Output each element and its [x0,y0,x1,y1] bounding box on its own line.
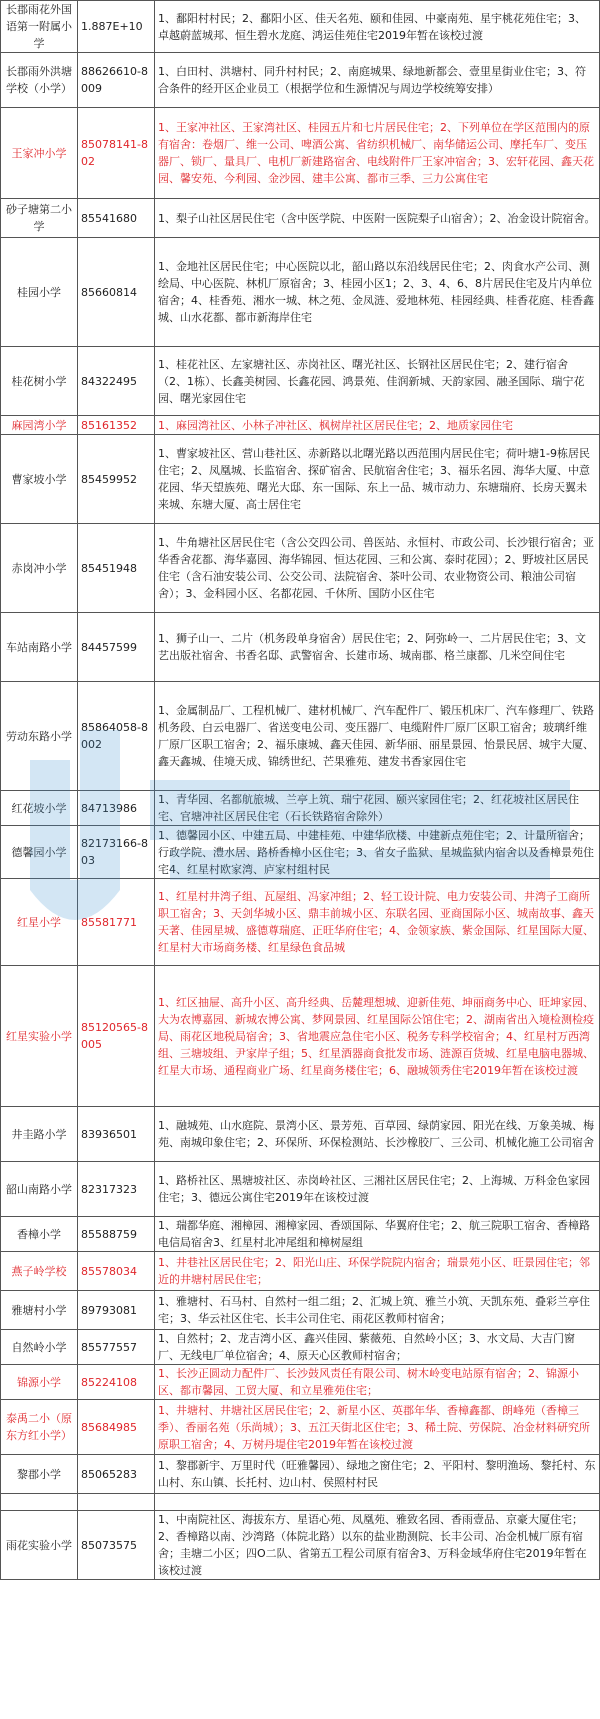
school-name-cell: 燕子岭学校 [1,1252,78,1291]
table-row [1,435,600,524]
phone-cell: 88626610-8009 [78,53,155,108]
district-cell: 1、梨子山社区居民住宅（含中医学院、中医附一医院梨子山宿舍）；2、冶金设计院宿舍。 [155,199,600,238]
phone-cell: 85224108 [78,1365,155,1400]
district-cell: 1、路桥社区、黑塘坡社区、赤岗岭社区、三湘社区居民住宅；2、上海城、万科金色家园住宅；3、德远公寓住宅2019年在该校过渡 [155,1162,600,1217]
table-row [1,826,600,879]
district-cell: 1、自然村；2、龙吉湾小区、鑫兴佳园、紫薇苑、自然岭小区；3、水文局、大吉门窗厂、无线电厂单位宿舍；4、原天心区教师村宿舍； [155,1330,600,1365]
phone-cell: 85588759 [78,1217,155,1252]
table-row [1,1494,600,1511]
district-cell: 1、瑞都华庭、湘樟园、湘樟家园、香颂国际、华翼府住宅；2、航三院职工宿舍、香樟路电信局宿舍3、红星村北冲尾组和樟树屋组 [155,1217,600,1252]
district-cell: 1、红区抽屉、高升小区、高升经典、岳麓理想城、迎新佳苑、坤丽商务中心、旺坤家园、大为农博嘉园、新城农博公寓、梦网景园、红星国际公馆住宅；2、湖南省出入境检测检疫局、雨花区地税局宿舍；3、省地震应急住宅小区、税务专科学校宿舍；4、红星村万西湾组、三塘坡组、尹家岸子组；5、红星酒器商食批发市场、涟源百货城、红星电脑电器城、红星大市场、通程商业广场、红星商务楼住宅；6、融城领秀住宅2019年暂在该校过渡 [155,966,600,1107]
phone-cell: 85459952 [78,435,155,524]
table-row [1,682,600,791]
district-cell: 1、白田村、洪塘村、同升村村民；2、南庭城果、绿地新都会、壹里星街业住宅；3、符合条件的经开区企业员工（根据学位和生源情况与周边学校统筹安排） [155,53,600,108]
table-row [1,199,600,238]
school-name-cell: 井圭路小学 [1,1107,78,1162]
school-name-cell: 砂子塘第二小学 [1,199,78,238]
school-name-cell: 韶山南路小学 [1,1162,78,1217]
school-name-cell: 自然岭小学 [1,1330,78,1365]
district-cell: 1、中南院社区、海拔东方、星语心苑、凤凰苑、雅致名园、香雨壹品、京豪大厦住宅；2、香樟路以南、沙湾路（体院北路）以东的盐业勘测院、长丰公司、冶金机械厂原有宿舍；圭塘二小区；四O二队、省第五工程公司原有宿舍3、万科金域华府住宅2019年暂在该校过渡 [155,1511,600,1580]
district-cell: 1、井巷社区居民住宅；2、阳光山庄、环保学院院内宿舍；瑞景苑小区、旺景园住宅；邻近的井塘村居民住宅； [155,1252,600,1291]
district-cell: 1、金属制品厂、工程机械厂、建材机械厂、汽车配件厂、锻压机床厂、汽车修理厂、铁路机务段、白云电器厂、省送变电公司、变压器厂、电缆附件厂原厂区职工宿舍；玻璃纤维厂原厂区职工宿舍；2、福乐康城、鑫天佳园、新华丽、丽星景园、怡景民居、城宇大厦、鑫天鑫城、佳境天成、锦绣世纪、芒果雅苑、建发书香家园住宅 [155,682,600,791]
school-name-cell: 桂园小学 [1,238,78,347]
school-name-cell: 雨花实验小学 [1,1511,78,1580]
district-cell: 1、德馨园小区、中建五局、中建桂苑、中建华欣楼、中建新点苑住宅；2、计量所宿舍；行政学院、澧水居、路桥香樟小区住宅；3、省女子监狱、星城监狱内宿舍以及香樟景苑住宅4、红星村欧家湾、庐家村组村民 [155,826,600,879]
table-row [1,238,600,347]
table-row [1,1330,600,1365]
phone-cell: 82173166-803 [78,826,155,879]
phone-cell: 85581771 [78,879,155,966]
district-cell: 1、青华园、名都航旅城、兰亭上筑、瑞宁花园、颐兴家园住宅；2、红花坡社区居民住宅、官塘冲社区居民住宅（石长铁路宿舍除外） [155,791,600,826]
district-cell: 1、王家冲社区、王家湾社区、桂园五片和七片居民住宅；2、下列单位在学区范围内的原有宿舍：卷烟厂、维一公司、啤酒公寓、省纺织机械厂、南华储运公司、摩托车厂、变压器厂、锁厂、量具厂、电机厂新建路宿舍、电线附件厂王家冲宿舍；3、宏轩花园、鑫天花园、馨安苑、今利园、金沙园、建丰公寓、都市三季、三力公寓住宅 [155,108,600,199]
table-row [1,613,600,682]
district-cell: 1、金地社区居民住宅；中心医院以北，韶山路以东沿线居民住宅；2、肉食水产公司、测绘局、中心医院、林机厂原宿舍；3、桂园小区1；2、3、4、6、8片居民住宅及片内单位宿舍；4、桂香苑、湘水一城、林之苑、金凤涟、爱地林苑、桂园经典、桂香花庭、桂香鑫城、山水花都、都市新海岸住宅 [155,238,600,347]
table-row [1,347,600,416]
school-name-cell: 黎郡小学 [1,1455,78,1494]
school-name-cell: 红星实验小学 [1,966,78,1107]
district-cell: 1、麻园湾社区、小林子冲社区、枫树岸社区居民住宅；2、地质家园住宅 [155,416,600,435]
school-name-cell: 红星小学 [1,879,78,966]
school-name-cell: 泰禹二小（原东方红小学） [1,1400,78,1455]
school-name-cell: 德馨园小学 [1,826,78,879]
table-row [1,879,600,966]
table-row [1,53,600,108]
district-cell: 1、牛角塘社区居民住宅（含公交四公司、兽医站、永恒村、市政公司、长沙银行宿舍；亚华香舍花都、海华嘉园、海华锦园、恒达花园、三和公寓、泰时花园）；2、野坡社区居民住宅（含石油安装公司、公交公司、法院宿舍、茶叶公司、农业物资公司、粮油公司宿舍）；3、金科园小区、名都花园、千休所、国防小区住宅 [155,524,600,613]
phone-cell: 85578034 [78,1252,155,1291]
district-cell: 1、融城苑、山水庭院、景湾小区、景芳苑、百草园、绿荫家园、阳光在线、万象美城、梅苑、南城印象住宅；2、环保所、环保检测站、长沙橡胶厂、三公司、机械化施工公司宿舍 [155,1107,600,1162]
table-row [1,966,600,1107]
phone-cell [78,1494,155,1511]
phone-cell: 1.887E+10 [78,1,155,53]
school-name-cell: 车站南路小学 [1,613,78,682]
phone-cell: 85161352 [78,416,155,435]
table-row [1,1,600,53]
phone-cell: 84322495 [78,347,155,416]
table-row [1,108,600,199]
school-name-cell: 劳动东路小学 [1,682,78,791]
phone-cell: 85577557 [78,1330,155,1365]
table-row [1,1455,600,1494]
table-row [1,1400,600,1455]
table-row [1,524,600,613]
district-cell [155,1494,600,1511]
table-row [1,1107,600,1162]
phone-cell: 85120565-8005 [78,966,155,1107]
school-name-cell: 雅塘村小学 [1,1291,78,1330]
phone-cell: 85864058-8002 [78,682,155,791]
table-row [1,1252,600,1291]
table-row [1,1511,600,1580]
table-row [1,1291,600,1330]
district-cell: 1、红星村井湾子组、瓦屋组、冯家冲组；2、轻工设计院、电力安装公司、井湾子工商所职工宿舍；3、天剑华城小区、鼎丰前城小区、东联名园、亚商国际小区、城南故事、鑫天天著、佳园星城、盛德尊瑞庭、正旺华府住宅；4、金领家族、紫金国际、红星国际大厦、红星村大市场商务楼、红星绿色食品城 [155,879,600,966]
school-name-cell: 香樟小学 [1,1217,78,1252]
district-cell: 1、长沙正圆动力配件厂、长沙鼓风责任有限公司、树木岭变电站原有宿舍；2、锦源小区、都市馨园、工贸大厦、和立星雅苑住宅； [155,1365,600,1400]
school-name-cell: 红花坡小学 [1,791,78,826]
table-row [1,416,600,435]
school-name-cell [1,1494,78,1511]
school-name-cell: 锦源小学 [1,1365,78,1400]
district-cell: 1、鄱阳村村民；2、鄱阳小区、佳天名苑、颐和佳园、中豪南苑、星宇桃花苑住宅；3、卓越蔚蓝城邦、恒生碧水龙庭、鸿运佳苑住宅2019年暂在该校过渡 [155,1,600,53]
phone-cell: 84713986 [78,791,155,826]
table-row [1,1217,600,1252]
phone-cell: 85684985 [78,1400,155,1455]
phone-cell: 84457599 [78,613,155,682]
table-row [1,1162,600,1217]
district-cell: 1、井塘村、井塘社区居民住宅；2、新星小区、英郡年华、香樟鑫都、朗峰苑（香樟三季）、香丽名苑（乐尚城）；3、五江天街北区住宅；3、稀土院、劳保院、冶金材料研究所原职工宿舍；4、万树丹堤住宅2019年暂在该校过渡 [155,1400,600,1455]
table-body [1,1,600,1580]
phone-cell: 85451948 [78,524,155,613]
table-row [1,791,600,826]
school-name-cell: 桂花树小学 [1,347,78,416]
phone-cell: 82317323 [78,1162,155,1217]
school-name-cell: 赤岗冲小学 [1,524,78,613]
phone-cell: 85073575 [78,1511,155,1580]
phone-cell: 85541680 [78,199,155,238]
phone-cell: 85078141-802 [78,108,155,199]
district-cell: 1、黎郡新宇、万里时代（旺雅馨园）、绿地之窗住宅；2、平阳村、黎明渔场、黎托村、东山村、东山镇、长托村、边山村、侯照村村民 [155,1455,600,1494]
district-cell: 1、曹家坡社区、营山巷社区、赤新路以北曙光路以西范围内居民住宅；荷叶塘1-9栋居民住宅；2、凤凰城、长监宿舍、探矿宿舍、民航宿舍住宅；3、福乐名园、海华大厦、中意花园、华天望族苑、曙光大邸、东一国际、东上一品、城市动力、东塘瑞府、长房天翼未来城、东塘大厦、高士居住宅 [155,435,600,524]
district-cell: 1、桂花社区、左家塘社区、赤岗社区、曙光社区、长钢社区居民住宅；2、建行宿舍（2、1栋）、长鑫美树园、长鑫花园、鸿景苑、佳润新城、天韵家园、融圣国际、瑞宁花园、曙光家园住宅 [155,347,600,416]
phone-cell: 85660814 [78,238,155,347]
district-cell: 1、狮子山一、二片（机务段单身宿舍）居民住宅；2、阿弥岭一、二片居民住宅；3、文艺出版社宿舍、书香名邸、武警宿舍、长建市场、城南郡、格兰康都、几米空间住宅 [155,613,600,682]
phone-cell: 85065283 [78,1455,155,1494]
school-name-cell: 麻园湾小学 [1,416,78,435]
school-name-cell: 王家冲小学 [1,108,78,199]
school-name-cell: 长郡雨外洪塘学校（小学） [1,53,78,108]
phone-cell: 83936501 [78,1107,155,1162]
phone-cell: 89793081 [78,1291,155,1330]
table-row [1,1365,600,1400]
school-name-cell: 曹家坡小学 [1,435,78,524]
district-cell: 1、雅塘村、石马村、自然村一组二组；2、汇城上筑、雅兰小筑、天凯东苑、叠彩兰亭住宅；3、华云社区住宅、长丰公司住宅、雨花区教师村宿舍； [155,1291,600,1330]
school-name-cell: 长郡雨花外国语第一附属小学 [1,1,78,53]
